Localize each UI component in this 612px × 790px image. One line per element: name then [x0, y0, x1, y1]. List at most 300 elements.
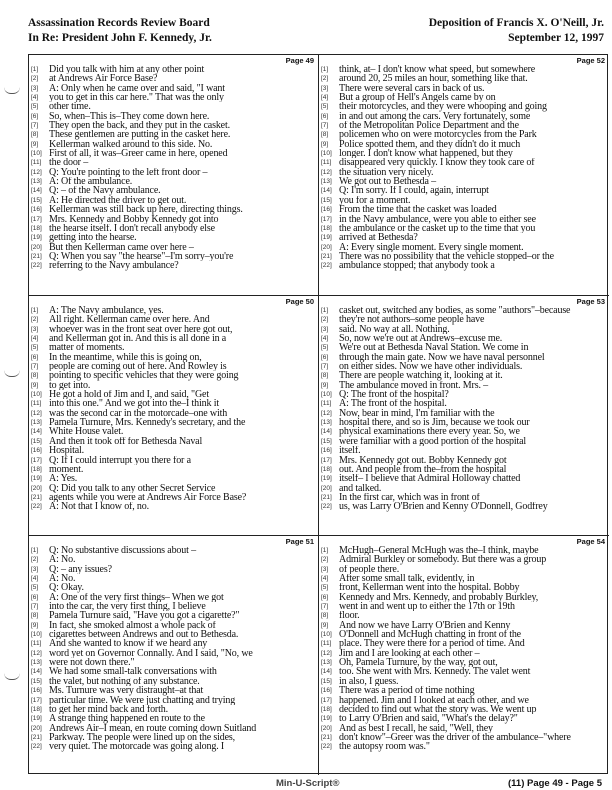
line-text: A: Yes. [49, 474, 78, 484]
line-text: Admiral Burkley or somebody. But there was a group [339, 555, 547, 565]
transcript-lines [319, 546, 607, 752]
transcript-line [319, 205, 607, 214]
line-text: A: The Navy ambulance, yes. [49, 306, 164, 316]
transcript-line [29, 649, 317, 658]
line-text: So, now we're out at Andrews–excuse me. [339, 334, 503, 344]
line-number: [6] [321, 593, 329, 601]
line-text: But a group of Hell's Angels came by on [339, 93, 496, 103]
line-number: [14] [31, 187, 42, 195]
transcript-line [29, 325, 317, 334]
page-number: Page 49 [285, 56, 314, 65]
transcript-line [29, 465, 317, 474]
transcript-line [29, 130, 317, 139]
transcript-line [29, 224, 317, 233]
transcript-line [319, 315, 607, 324]
transcript-page-panel [319, 55, 609, 295]
transcript-line [29, 593, 317, 602]
transcript-line [29, 353, 317, 362]
line-number: [11] [321, 640, 332, 648]
transcript-line [29, 555, 317, 564]
line-number: [16] [31, 206, 42, 214]
line-text: happened. Jim and I looked at each other, and we [339, 695, 529, 705]
transcript-line [29, 158, 317, 167]
line-number: [13] [321, 659, 332, 667]
line-text: their motorcycles, and they were whooping and going [339, 102, 547, 112]
line-text: There was a period of time nothing [339, 686, 475, 696]
line-number: [20] [31, 484, 42, 492]
transcript-line [319, 602, 607, 611]
line-number: [12] [321, 649, 332, 657]
line-text: Q: No substantive discussions about – [49, 546, 196, 556]
line-number: [12] [31, 168, 42, 176]
line-text: the ambulance or the casket up to the time that you [339, 223, 536, 234]
transcript-line [319, 714, 607, 723]
transcript-page-panel [29, 295, 319, 535]
line-number: [10] [321, 631, 332, 639]
transcript-line [319, 705, 607, 714]
line-text: Q: Okay. [49, 583, 84, 593]
line-text: too. She went with Mrs. Kennedy. The valet went [339, 667, 531, 677]
line-text: Jim and I are looking at each other – [339, 648, 480, 659]
transcript-page-panel [29, 55, 319, 295]
line-number: [19] [31, 475, 42, 483]
line-number: [9] [321, 381, 329, 389]
line-text: on either sides. Now we have other individuals. [339, 362, 523, 372]
line-text: arrived at Bethesda? [339, 233, 418, 243]
line-text: the situation very nicely. [339, 167, 434, 178]
line-text: A: One of the very first things– When we got [49, 592, 224, 603]
line-number: [11] [31, 400, 42, 408]
line-text: into this one." And we got into the–I think it [49, 399, 219, 409]
transcript-line [319, 546, 607, 555]
line-number: [1] [321, 547, 329, 554]
transcript-line [29, 574, 317, 583]
line-number: [17] [321, 215, 332, 223]
line-text: pointing to specific vehicles that they were going [49, 371, 239, 381]
line-text: was the second car in the motorcade–one with [49, 408, 228, 419]
line-number: [6] [31, 353, 39, 361]
transcript-line [29, 177, 317, 186]
margin-mark [4, 87, 20, 94]
transcript-line [319, 196, 607, 205]
transcript-line [29, 714, 317, 723]
line-number: [17] [321, 696, 332, 704]
line-text: particular time. We were just chatting and trying [49, 695, 236, 705]
line-text: He got a hold of Jim and I, and said, "Get [49, 390, 209, 400]
line-number: [22] [31, 743, 42, 751]
line-number: [2] [321, 316, 329, 324]
line-number: [19] [31, 234, 42, 242]
transcript-line [319, 74, 607, 83]
line-number: [20] [321, 484, 332, 492]
transcript-line [319, 437, 607, 446]
transcript-line [29, 667, 317, 676]
line-number: [14] [321, 428, 332, 436]
transcript-line [29, 196, 317, 205]
transcript-line [29, 149, 317, 158]
line-text: decided to find out what the story was. We went up [339, 704, 537, 715]
transcript-line [319, 742, 607, 751]
line-number: [7] [31, 122, 39, 130]
line-text: But then Kellerman came over here – [49, 242, 194, 252]
line-number: [4] [321, 94, 329, 102]
line-text: Did you talk with him at any other point [49, 65, 205, 75]
line-text: After some small talk, evidently, in [339, 574, 475, 584]
line-number: [3] [321, 565, 329, 573]
line-text: And then it took off for Bethesda Naval [49, 436, 203, 447]
line-text: Mrs. Kennedy and Bobby Kennedy got into [49, 214, 219, 224]
line-text: There was no possibility that the vehicle stopped–or the [339, 251, 554, 262]
line-text: Parkway. The people were lined up on the sides, [49, 732, 235, 743]
line-number: [6] [321, 353, 329, 361]
transcript-line [319, 686, 607, 695]
line-text: to get her mind back and forth. [49, 704, 168, 715]
line-number: [22] [321, 743, 332, 751]
header-deposition-title: Deposition of Francis X. O'Neill, Jr. [428, 17, 604, 29]
transcript-line [319, 186, 607, 195]
line-number: [6] [31, 593, 39, 601]
line-text: We're out at Bethesda Naval Station. We come in [339, 343, 529, 353]
transcript-line [29, 427, 317, 436]
transcript-line [319, 102, 607, 111]
line-number: [22] [321, 262, 332, 270]
line-number: [9] [321, 621, 329, 629]
line-number: [15] [321, 437, 332, 445]
line-text: into the car, the very first thing, I believe [49, 602, 206, 612]
line-text: Hospital. [49, 446, 85, 456]
line-number: [13] [31, 659, 42, 667]
line-text: And as best I recall, he said, "Well, they [339, 723, 493, 733]
line-number: [1] [31, 307, 39, 314]
transcript-line [29, 84, 317, 93]
line-text: Q: – of the Navy ambulance. [49, 186, 161, 196]
line-text: hospital there, and so is Jim, because we took our [339, 418, 530, 428]
transcript-lines [29, 546, 317, 752]
line-number: [9] [321, 140, 329, 148]
line-text: through the main gate. Now we have naval personnel [339, 352, 545, 363]
transcript-line [319, 427, 607, 436]
page-number: Page 54 [576, 537, 605, 546]
margin-mark [4, 370, 20, 377]
line-text: moment. [49, 464, 84, 475]
line-text: A: He directed the driver to get out. [49, 195, 187, 206]
footer-publisher: Min-U-Script® [276, 778, 340, 789]
line-text: went in and went up to either the 17th or 19th [339, 602, 515, 612]
line-text: The ambulance moved in front. Mrs. – [339, 380, 489, 391]
line-text: at Andrews Air Force Base? [49, 74, 158, 84]
line-number: [18] [321, 465, 332, 473]
transcript-line [29, 583, 317, 592]
line-number: [21] [321, 733, 332, 741]
line-number: [6] [321, 112, 329, 120]
transcript-page-panel [319, 295, 609, 535]
transcript-line [29, 611, 317, 620]
line-number: [17] [31, 215, 42, 223]
line-number: [7] [321, 603, 329, 611]
line-text: physical examinations there every year. So, we [339, 427, 520, 437]
line-text: referring to the Navy ambulance? [49, 261, 179, 271]
header-case-name: In Re: President John F. Kennedy, Jr. [28, 32, 212, 44]
transcript-line [319, 371, 607, 380]
line-text: Mrs. Kennedy got out. Bobby Kennedy got [339, 455, 507, 465]
transcript-line [29, 65, 317, 74]
line-text: In the meantime, while this is going on, [49, 352, 202, 363]
line-text: you to get in this car here." That was the only [49, 93, 224, 103]
line-text: A: No. [49, 555, 76, 565]
transcript-line [29, 102, 317, 111]
transcript-line [29, 742, 317, 751]
transcript-line [29, 112, 317, 121]
transcript-line [29, 168, 317, 177]
transcript-line [319, 733, 607, 742]
line-number: [19] [321, 715, 332, 723]
page-number: Page 51 [285, 537, 314, 546]
line-number: [4] [31, 575, 39, 583]
line-number: [8] [321, 612, 329, 620]
line-number: [5] [321, 344, 329, 352]
line-text: in the Navy ambulance, were you able to either see [339, 214, 536, 224]
transcript-line [319, 696, 607, 705]
header-date: September 12, 1997 [508, 32, 604, 44]
line-number: [9] [31, 140, 39, 148]
line-number: [20] [31, 724, 42, 732]
line-text: the door – [49, 158, 89, 168]
transcript-line [319, 224, 607, 233]
transcript-line [319, 112, 607, 121]
line-number: [7] [31, 363, 39, 371]
line-text: getting into the hearse. [49, 233, 137, 243]
transcript-line [319, 158, 607, 167]
transcript-line [319, 456, 607, 465]
transcript-line [29, 565, 317, 574]
line-text: A: Of the ambulance. [49, 177, 133, 187]
line-number: [7] [321, 363, 329, 371]
transcript-line [319, 306, 607, 315]
line-number: [1] [321, 307, 329, 314]
line-number: [14] [321, 187, 332, 195]
line-number: [13] [321, 178, 332, 186]
line-text: In fact, she smoked almost a whole pack of [49, 620, 216, 631]
transcript-line [29, 418, 317, 427]
transcript-line [319, 353, 607, 362]
line-number: [21] [321, 252, 332, 260]
transcript-page-panel [29, 535, 319, 775]
line-text: longer. I don't know what happened, but they [339, 149, 513, 159]
line-text: itself. [339, 446, 361, 456]
transcript-line [29, 93, 317, 102]
transcript-line [319, 121, 607, 130]
line-text: And she wanted to know if we heard any [49, 639, 208, 649]
line-text: agents while you were at Andrews Air Force Base? [49, 492, 247, 503]
line-text: Now, bear in mind, I'm familiar with the [339, 408, 495, 419]
line-text: O'Donnell and McHugh chatting in front of the [339, 630, 521, 640]
transcript-line [319, 649, 607, 658]
transcript-line [319, 465, 607, 474]
page-number: Page 50 [285, 297, 314, 306]
transcript-line [29, 677, 317, 686]
transcript-line [29, 409, 317, 418]
transcript-line [29, 243, 317, 252]
transcript-line [319, 65, 607, 74]
line-text: matter of moments. [49, 343, 125, 353]
transcript-line [319, 667, 607, 676]
line-number: [14] [31, 668, 42, 676]
line-number: [5] [321, 103, 329, 111]
line-number: [10] [31, 150, 42, 158]
line-number: [9] [31, 381, 39, 389]
line-number: [10] [31, 391, 42, 399]
line-text: Q: You're pointing to the left front door – [49, 167, 208, 178]
transcript-line [319, 611, 607, 620]
transcript-line [29, 186, 317, 195]
transcript-line [319, 658, 607, 667]
line-number: [15] [321, 196, 332, 204]
line-number: [1] [31, 66, 39, 73]
line-text: These gentlemen are putting in the casket here. [49, 130, 231, 140]
line-number: [11] [31, 640, 42, 648]
transcript-line [319, 565, 607, 574]
line-text: of the Metropolitan Police Department and the [339, 121, 519, 131]
line-number: [21] [321, 493, 332, 501]
line-number: [4] [31, 94, 39, 102]
transcript-line [29, 437, 317, 446]
line-number: [2] [31, 75, 39, 83]
line-number: [2] [321, 75, 329, 83]
transcript-line [29, 639, 317, 648]
line-text: A: The front of the hospital. [339, 399, 447, 409]
transcript-line [319, 168, 607, 177]
page-number: Page 52 [576, 56, 605, 65]
transcript-line [319, 446, 607, 455]
transcript-line [319, 325, 607, 334]
line-number: [3] [31, 84, 39, 92]
transcript-line [29, 315, 317, 324]
line-number: [19] [321, 475, 332, 483]
transcript-line [29, 696, 317, 705]
line-number: [4] [321, 335, 329, 343]
transcript-line [29, 602, 317, 611]
line-number: [16] [321, 206, 332, 214]
line-text: Q: Did you talk to any other Secret Service [49, 483, 216, 493]
line-number: [20] [321, 724, 332, 732]
line-number: [13] [321, 419, 332, 427]
line-text: people are coming out of here. And Rowley is [49, 362, 227, 372]
line-number: [14] [31, 428, 42, 436]
page-number: Page 53 [576, 297, 605, 306]
line-number: [12] [321, 409, 332, 417]
transcript-line [29, 215, 317, 224]
line-number: [10] [321, 150, 332, 158]
line-number: [3] [31, 325, 39, 333]
line-text: floor. [339, 611, 360, 621]
line-text: A: No. [49, 574, 76, 584]
line-text: Oh, Pamela Turnure, by the way, got out, [339, 658, 498, 668]
transcript-line [319, 593, 607, 602]
transcript-line [319, 555, 607, 564]
line-number: [3] [321, 325, 329, 333]
transcript-line [29, 233, 317, 242]
transcript-line [29, 252, 317, 261]
transcript-line [319, 149, 607, 158]
line-text: think, at– I don't know what speed, but somewhere [339, 65, 536, 75]
line-number: [12] [321, 168, 332, 176]
line-number: [14] [321, 668, 332, 676]
line-text: in also, I guess. [339, 676, 399, 687]
line-text: of people there. [339, 564, 400, 575]
transcript-lines [319, 306, 607, 512]
transcript-line [319, 233, 607, 242]
line-text: A: Only when he came over and said, "I want [49, 83, 225, 94]
line-text: Kellerman was still back up here, directing things. [49, 205, 243, 215]
line-number: [16] [321, 687, 332, 695]
line-number: [8] [31, 131, 39, 139]
line-text: They open the back, and they put in the casket. [49, 121, 230, 131]
line-number: [10] [31, 631, 42, 639]
line-number: [16] [321, 447, 332, 455]
transcript-line [29, 121, 317, 130]
line-number: [20] [31, 243, 42, 251]
transcript-line [29, 493, 317, 502]
line-text: were not down there." [49, 658, 135, 668]
line-number: [7] [31, 603, 39, 611]
line-number: [12] [31, 409, 42, 417]
line-number: [22] [321, 503, 332, 511]
line-text: Police spotted them, and they didn't do it much [339, 139, 521, 150]
line-number: [5] [31, 344, 39, 352]
transcript-line [29, 371, 317, 380]
line-number: [22] [31, 262, 42, 270]
line-number: [3] [321, 84, 329, 92]
transcript-line [29, 343, 317, 352]
line-text: Kennedy and Mrs. Kennedy, and probably Burkley, [339, 592, 539, 603]
line-number: [17] [31, 696, 42, 704]
line-text: Q: When you say "the hearse"–I'm sorry–you're [49, 251, 234, 262]
line-number: [11] [31, 159, 42, 167]
line-number: [17] [321, 456, 332, 464]
transcript-line [319, 130, 607, 139]
line-text: around 20, 25 miles an hour, something like that. [339, 74, 528, 84]
transcript-line [29, 621, 317, 630]
line-number: [15] [321, 677, 332, 685]
line-text: said. No way at all. Nothing. [339, 324, 450, 335]
line-text: ambulance stopped; that anybody took a [339, 261, 495, 271]
line-text: other time. [49, 102, 91, 112]
transcript-line [29, 446, 317, 455]
line-number: [21] [31, 733, 42, 741]
line-text: A: Every single moment. Every single moment. [339, 242, 524, 252]
line-text: So, when–This is–They come down here. [49, 111, 210, 122]
line-text: to get into. [49, 380, 91, 391]
transcript-line [29, 733, 317, 742]
line-number: [2] [31, 316, 39, 324]
transcript-line [29, 630, 317, 639]
line-text: And now we have Larry O'Brien and Kenny [339, 620, 511, 631]
transcript-line [29, 390, 317, 399]
line-number: [18] [31, 465, 42, 473]
transcript-page-panel [319, 535, 609, 775]
line-text: disappeared very quickly. I know they took care of [339, 158, 535, 168]
line-text: and talked. [339, 483, 382, 493]
line-number: [4] [31, 335, 39, 343]
transcript-line [319, 583, 607, 592]
transcript-line [319, 390, 607, 399]
line-text: Andrews Air–I mean, en route coming down Suitland [49, 723, 257, 733]
line-text: Q: If I could interrupt you there for a [49, 455, 191, 465]
line-text: were familiar with a good portion of the hospital [339, 436, 527, 447]
line-text: Pamela Turnure said, "Have you got a cigarette?" [49, 611, 240, 621]
line-number: [21] [31, 493, 42, 501]
transcript-line [319, 381, 607, 390]
